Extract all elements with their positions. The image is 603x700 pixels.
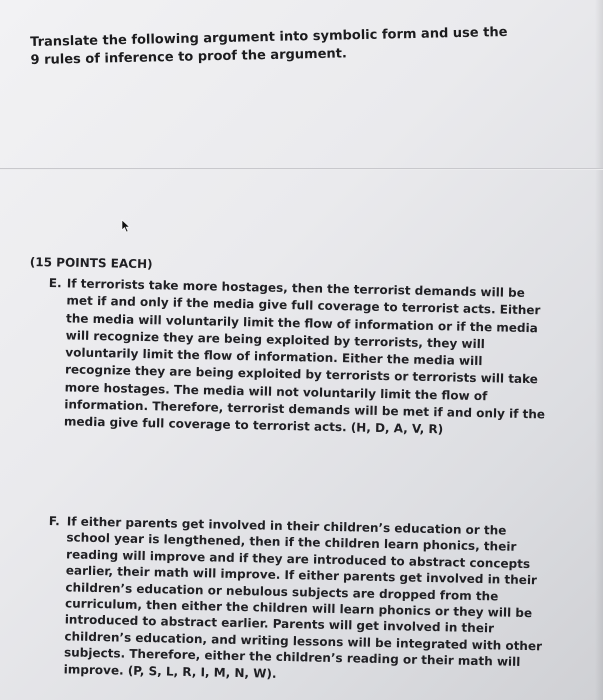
page-edge-shadow (595, 0, 603, 700)
problem-e (46, 275, 549, 441)
section-divider (0, 168, 603, 169)
instruction-text: Translate the following argument into symbolic form and use the 9 rules of inference to proof the argument. (30, 25, 508, 68)
problem-f-letter: F. (48, 513, 60, 529)
mouse-pointer-icon (121, 219, 131, 233)
problem-e-letter: E. (48, 275, 62, 291)
problem-f (46, 513, 549, 687)
problem-e-text: If terrorists take more hostages, then the terrorist demands will be met if and only if the media give full coverage to terrorist acts. Either the media will voluntarily limit the flow of information or if the media will recognize they are being exploited by terrorists, they will voluntarily limit the flow of information. Either the media will recognize they are being exploited by terrorists or terrorists will take more hostages. The media will not voluntarily limit the flow of information. Therefore, terrorist demands will be met if and only if the media give full coverage to terrorist acts. (H, D, A, V, R) (63, 276, 546, 437)
problem-f-text: If either parents get involved in their children’s education or the school year is lengthened, then if the children learn phonics, their reading will improve and if they are introduced to abstract concepts earlier, their math will improve. If either parents get involved in their children’s education or nebulous subjects are dropped from the curriculum, then either the children will learn phonics or they will be introduced to abstract earlier. Parents will get involved in their children’s education, and writing lessons will be integrated with other subjects. Therefore, either the children’s reading or their math will improve. (P, S, L, R, I, M, N, W). (63, 514, 543, 681)
points-header: (15 POINTS EACH) (29, 255, 153, 272)
